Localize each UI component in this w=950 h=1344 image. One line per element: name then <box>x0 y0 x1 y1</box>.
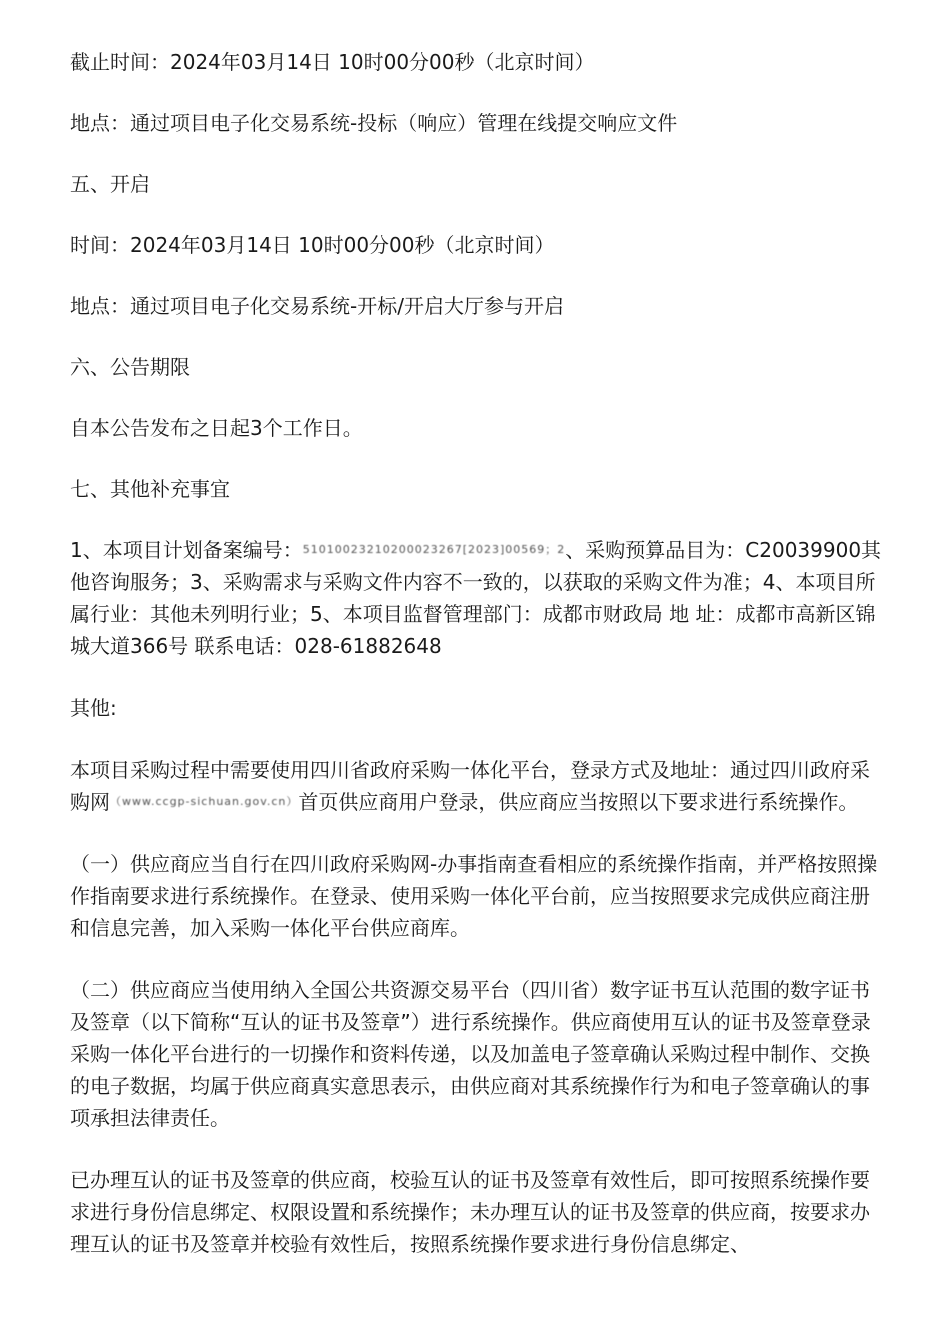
item-3-paragraph: 已办理互认的证书及签章的供应商，校验互认的证书及签章有效性后，即可按照系统操作要求进行身份信息绑定、权限设置和系统操作；未办理互认的证书及签章的供应商，按要求办理互认的证书及签章并校验有效性后，按照系统操作要求进行身份信息绑定、 <box>70 1168 870 1256</box>
platform-url-link[interactable]: （www.ccgp-sichuan.gov.cn） <box>110 795 299 808</box>
open-time-line: 时间：2024年03月14日 10时00分00秒（北京时间） <box>70 233 555 257</box>
section-5-title: 五、开启 <box>70 172 150 196</box>
item-1-paragraph: （一）供应商应当自行在四川政府采购网-办事指南查看相应的系统操作指南，并严格按照操作指南要求进行系统操作。在登录、使用采购一体化平台前，应当按照要求完成供应商注册和信息完善，加入采购一体化平台供应商库。 <box>70 852 878 940</box>
submit-location-line: 地点：通过项目电子化交易系统-投标（响应）管理在线提交响应文件 <box>70 111 678 135</box>
platform-rest: 首页供应商用户登录，供应商应当按照以下要求进行系统操作。 <box>298 790 859 814</box>
item-2-paragraph: （二）供应商应当使用纳入全国公共资源交易平台（四川省）数字证书互认范围的数字证书及签章（以下简称“互认的证书及签章”）进行系统操作。供应商使用互认的证书及签章登录采购一体化平台进行的一切操作和资料传递，以及加盖电子签章确认采购过程中制作、交换的电子数据，均属于供应商真实意思表示，由供应商对其系统操作行为和电子签章确认的事项承担法律责任。 <box>70 978 871 1130</box>
platform-paragraph <box>70 754 882 818</box>
supplement-rest: 、采购预算品目为：C20039900其他咨询服务；3、采购需求与采购文件内容不一致的，以获取的采购文件为准；4、本项目所属行业：其他未列明行业；5、本项目监督管理部门：成都市财政局 地 址：成都市高新区锦城大道366号 联系电话：028-61882648 <box>70 538 882 658</box>
supplement-paragraph <box>70 534 882 662</box>
deadline-line: 截止时间：2024年03月14日 10时00分00秒（北京时间） <box>70 50 595 74</box>
section-7-title: 七、其他补充事宜 <box>70 477 230 501</box>
open-location-line: 地点：通过项目电子化交易系统-开标/开启大厅参与开启 <box>70 294 564 318</box>
notice-period-line: 自本公告发布之日起3个工作日。 <box>70 416 363 440</box>
section-6-title: 六、公告期限 <box>70 355 190 379</box>
other-label: 其他: <box>70 696 117 720</box>
document-body <box>70 46 882 1260</box>
record-number: 51010023210200023267[2023]00569；2 <box>302 543 566 556</box>
supplement-prefix: 1、本项目计划备案编号： <box>70 538 303 562</box>
platform-prefix: 本项目采购过程中需要使用四川省政府采购一体化平台，登录方式及地址：通过四川政府采购网 <box>70 758 870 814</box>
